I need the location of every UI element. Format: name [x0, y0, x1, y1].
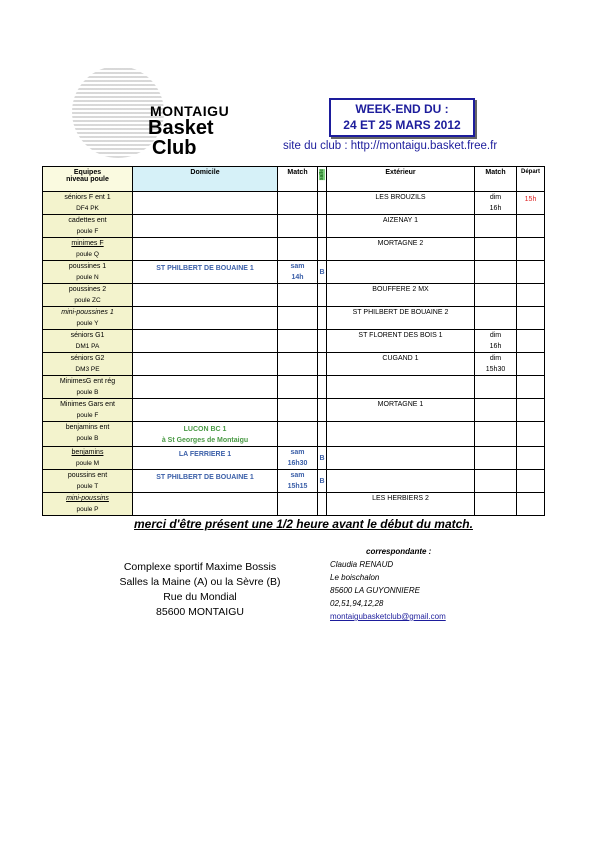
team-cell [43, 470, 133, 493]
home-match-cell [278, 284, 318, 307]
departure-time [517, 399, 545, 422]
team-cell [43, 330, 133, 353]
departure-time [517, 261, 545, 284]
correspondante-addr1: Le boischalon [330, 573, 380, 582]
salle-cell [318, 493, 327, 516]
team-poule: poule F [76, 412, 99, 419]
correspondante-email[interactable]: montaigubasketclub@gmail.com [330, 612, 446, 621]
home-opponent-cell [133, 447, 278, 470]
away-match-day: dim [489, 355, 502, 362]
departure-time [517, 284, 545, 307]
team-name: MinimesG ent rég [59, 378, 116, 385]
departure-time [517, 215, 545, 238]
away-match-day: dim [489, 194, 502, 201]
team-cell [43, 192, 133, 215]
table-row [43, 353, 545, 376]
team-cell [43, 422, 133, 447]
away-match-cell [475, 261, 517, 284]
home-opponent-cell [133, 238, 278, 261]
address-line2: Salles la Maine (A) ou la Sèvre (B) [119, 576, 281, 588]
table-row [43, 447, 545, 470]
team-poule: poule Y [76, 320, 99, 327]
away-match-time: 15h30 [485, 366, 506, 373]
home-match-cell [278, 215, 318, 238]
away-match-cell [475, 399, 517, 422]
departure-time [517, 307, 545, 330]
home-opponent-cell [133, 353, 278, 376]
header-depart: Départ [517, 167, 545, 192]
home-match-cell [278, 330, 318, 353]
away-match-cell [475, 238, 517, 261]
team-poule: poule B [76, 435, 99, 442]
away-match-time: 16h [489, 343, 502, 350]
home-opponent-cell [133, 399, 278, 422]
away-match-cell [475, 470, 517, 493]
team-cell [43, 399, 133, 422]
table-row [43, 284, 545, 307]
away-opponent: BOUFFERE 2 MX [327, 284, 475, 307]
team-name: poussines 1 [68, 263, 107, 270]
departure-time [517, 447, 545, 470]
home-opponent-cell [133, 215, 278, 238]
away-opponent [327, 422, 475, 447]
home-match-cell [278, 470, 318, 493]
away-match-cell [475, 447, 517, 470]
team-name: poussins ent [67, 472, 108, 479]
team-poule: poule P [76, 506, 99, 513]
away-opponent: ST PHILBERT DE BOUAINE 2 [327, 307, 475, 330]
home-opponent-cell [133, 261, 278, 284]
salle-cell [318, 215, 327, 238]
salle-cell [318, 284, 327, 307]
team-name: mini-poussins [66, 495, 109, 502]
team-poule: poule B [76, 389, 99, 396]
table-row [43, 215, 545, 238]
salle-cell: B [318, 261, 327, 284]
table-row [43, 422, 545, 447]
departure-time [517, 493, 545, 516]
team-cell [43, 376, 133, 399]
away-match-day: dim [489, 332, 502, 339]
away-opponent: MORTAGNE 1 [327, 399, 475, 422]
table-row [43, 261, 545, 284]
header-domicile: Domicile [133, 167, 278, 192]
away-opponent [327, 261, 475, 284]
home-match-cell [278, 376, 318, 399]
salle-cell [318, 192, 327, 215]
home-match-cell [278, 493, 318, 516]
away-opponent: LES BROUZILS [327, 192, 475, 215]
away-match-cell [475, 493, 517, 516]
club-site-link[interactable]: site du club : http://montaigu.basket.free.fr [283, 140, 498, 152]
away-opponent [327, 470, 475, 493]
team-name: poussines 2 [68, 286, 107, 293]
salle-cell: B [318, 470, 327, 493]
table-row [43, 493, 545, 516]
home-match-cell [278, 192, 318, 215]
away-opponent: LES HERBIERS 2 [327, 493, 475, 516]
salle-cell [318, 376, 327, 399]
home-opponent-cell [133, 307, 278, 330]
team-name: benjamins [71, 449, 104, 456]
team-cell [43, 307, 133, 330]
logo-text [150, 104, 229, 158]
departure-time [517, 376, 545, 399]
departure-time [517, 422, 545, 447]
departure-time [517, 353, 545, 376]
team-poule: poule ZC [74, 297, 101, 304]
departure-time [517, 470, 545, 493]
header-equipes-l1: Equipes [73, 169, 102, 176]
table-row [43, 470, 545, 493]
home-opponent-cell [133, 192, 278, 215]
home-match-time: 16h30 [287, 460, 308, 467]
home-opponent: ST PHILBERT DE BOUAINE 1 [156, 265, 254, 272]
team-cell [43, 353, 133, 376]
header-match: Match [278, 167, 318, 192]
team-cell [43, 215, 133, 238]
team-cell [43, 261, 133, 284]
arrival-notice: merci d'être présent une 1/2 heure avant le début du match. [134, 517, 473, 531]
correspondante-block [330, 545, 446, 623]
salle-cell [318, 422, 327, 447]
away-match-cell [475, 215, 517, 238]
team-poule: DM1 PA [75, 343, 100, 350]
home-match-day: sam [290, 472, 305, 479]
home-match-cell [278, 238, 318, 261]
team-poule: poule Q [76, 251, 99, 258]
home-match-day: sam [290, 449, 305, 456]
team-name: minimes F [71, 240, 104, 247]
correspondante-addr2: 85600 LA GUYONNIERE [330, 586, 420, 595]
team-poule: poule M [75, 460, 100, 467]
away-match-cell [475, 330, 517, 353]
home-match-cell [278, 399, 318, 422]
logo-line2: Basket [148, 117, 214, 139]
departure-time: 15h [517, 192, 545, 215]
home-opponent-cell [133, 376, 278, 399]
away-opponent: ST FLORENT DES BOIS 1 [327, 330, 475, 353]
team-cell [43, 284, 133, 307]
departure-time [517, 330, 545, 353]
home-opponent-cell [133, 330, 278, 353]
team-poule: poule N [76, 274, 99, 281]
away-opponent [327, 376, 475, 399]
home-opponent-cell [133, 284, 278, 307]
table-row [43, 192, 545, 215]
header-salle-label: salle [319, 169, 325, 181]
team-poule: DM3 PE [75, 366, 100, 373]
table-row [43, 399, 545, 422]
weekend-box [329, 98, 475, 137]
away-match-cell [475, 307, 517, 330]
home-match-time: 15h15 [287, 483, 308, 490]
address-line3: Rue du Mondial [163, 591, 237, 603]
away-opponent: AIZENAY 1 [327, 215, 475, 238]
away-match-time: 16h [489, 205, 502, 212]
team-poule: DF4 PK [76, 205, 99, 212]
away-opponent: CUGAND 1 [327, 353, 475, 376]
departure-time [517, 238, 545, 261]
home-opponent-venue: à St Georges de Montaigu [161, 437, 249, 444]
schedule-table [42, 166, 545, 516]
away-match-cell [475, 284, 517, 307]
home-opponent: LA FERRIERE 1 [178, 451, 232, 458]
logo-line1: MONTAIGU [150, 103, 230, 119]
salle-cell [318, 238, 327, 261]
table-row [43, 376, 545, 399]
salle-cell: B [318, 447, 327, 470]
away-match-cell [475, 376, 517, 399]
header-exterieur: Extérieur [327, 167, 475, 192]
salle-cell [318, 353, 327, 376]
away-opponent: MORTAGNE 2 [327, 238, 475, 261]
weekend-label: WEEK-END DU : [355, 102, 449, 116]
team-poule: poule F [76, 228, 99, 235]
team-name: benjamins ent [65, 424, 110, 431]
team-name: Minimes Gars ent [60, 401, 115, 408]
correspondante-name: Claudia RENAUD [330, 560, 394, 569]
team-cell [43, 447, 133, 470]
team-name: séniors F ent 1 [64, 194, 111, 201]
weekend-dates: 24 ET 25 MARS 2012 [343, 118, 461, 132]
table-row [43, 307, 545, 330]
team-name: mini-poussines 1 [61, 309, 114, 316]
club-logo [72, 60, 232, 160]
home-match-cell [278, 447, 318, 470]
header-equipes [43, 167, 133, 192]
salle-cell [318, 399, 327, 422]
home-opponent-cell [133, 493, 278, 516]
header-match-ext: Match [475, 167, 517, 192]
home-match-day: sam [290, 263, 305, 270]
home-match-time: 14h [291, 274, 304, 281]
header-salle [318, 167, 327, 192]
team-cell [43, 493, 133, 516]
away-match-cell [475, 353, 517, 376]
home-opponent: ST PHILBERT DE BOUAINE 1 [156, 474, 254, 481]
home-match-cell [278, 422, 318, 447]
away-match-cell [475, 192, 517, 215]
address-line4: 85600 MONTAIGU [156, 606, 244, 618]
away-match-cell [475, 422, 517, 447]
team-name: cadettes ent [68, 217, 107, 224]
team-cell [43, 238, 133, 261]
correspondante-title: correspondante : [366, 547, 432, 556]
address-line1: Complexe sportif Maxime Bossis [123, 561, 277, 573]
salle-cell [318, 307, 327, 330]
logo-line3: Club [152, 137, 197, 159]
table-row [43, 238, 545, 261]
team-name: séniors G1 [70, 332, 105, 339]
home-match-cell [278, 307, 318, 330]
home-opponent: LUCON BC 1 [183, 426, 227, 433]
table-row [43, 330, 545, 353]
home-match-cell [278, 261, 318, 284]
team-name: séniors G2 [70, 355, 105, 362]
home-opponent-cell [133, 422, 278, 447]
correspondante-phone: 02,51,94,12,28 [330, 599, 384, 608]
home-opponent-cell [133, 470, 278, 493]
header-equipes-l2: niveau poule [66, 176, 109, 183]
salle-cell [318, 330, 327, 353]
team-poule: poule T [76, 483, 99, 490]
home-match-cell [278, 353, 318, 376]
venue-address [110, 560, 290, 620]
away-opponent [327, 447, 475, 470]
